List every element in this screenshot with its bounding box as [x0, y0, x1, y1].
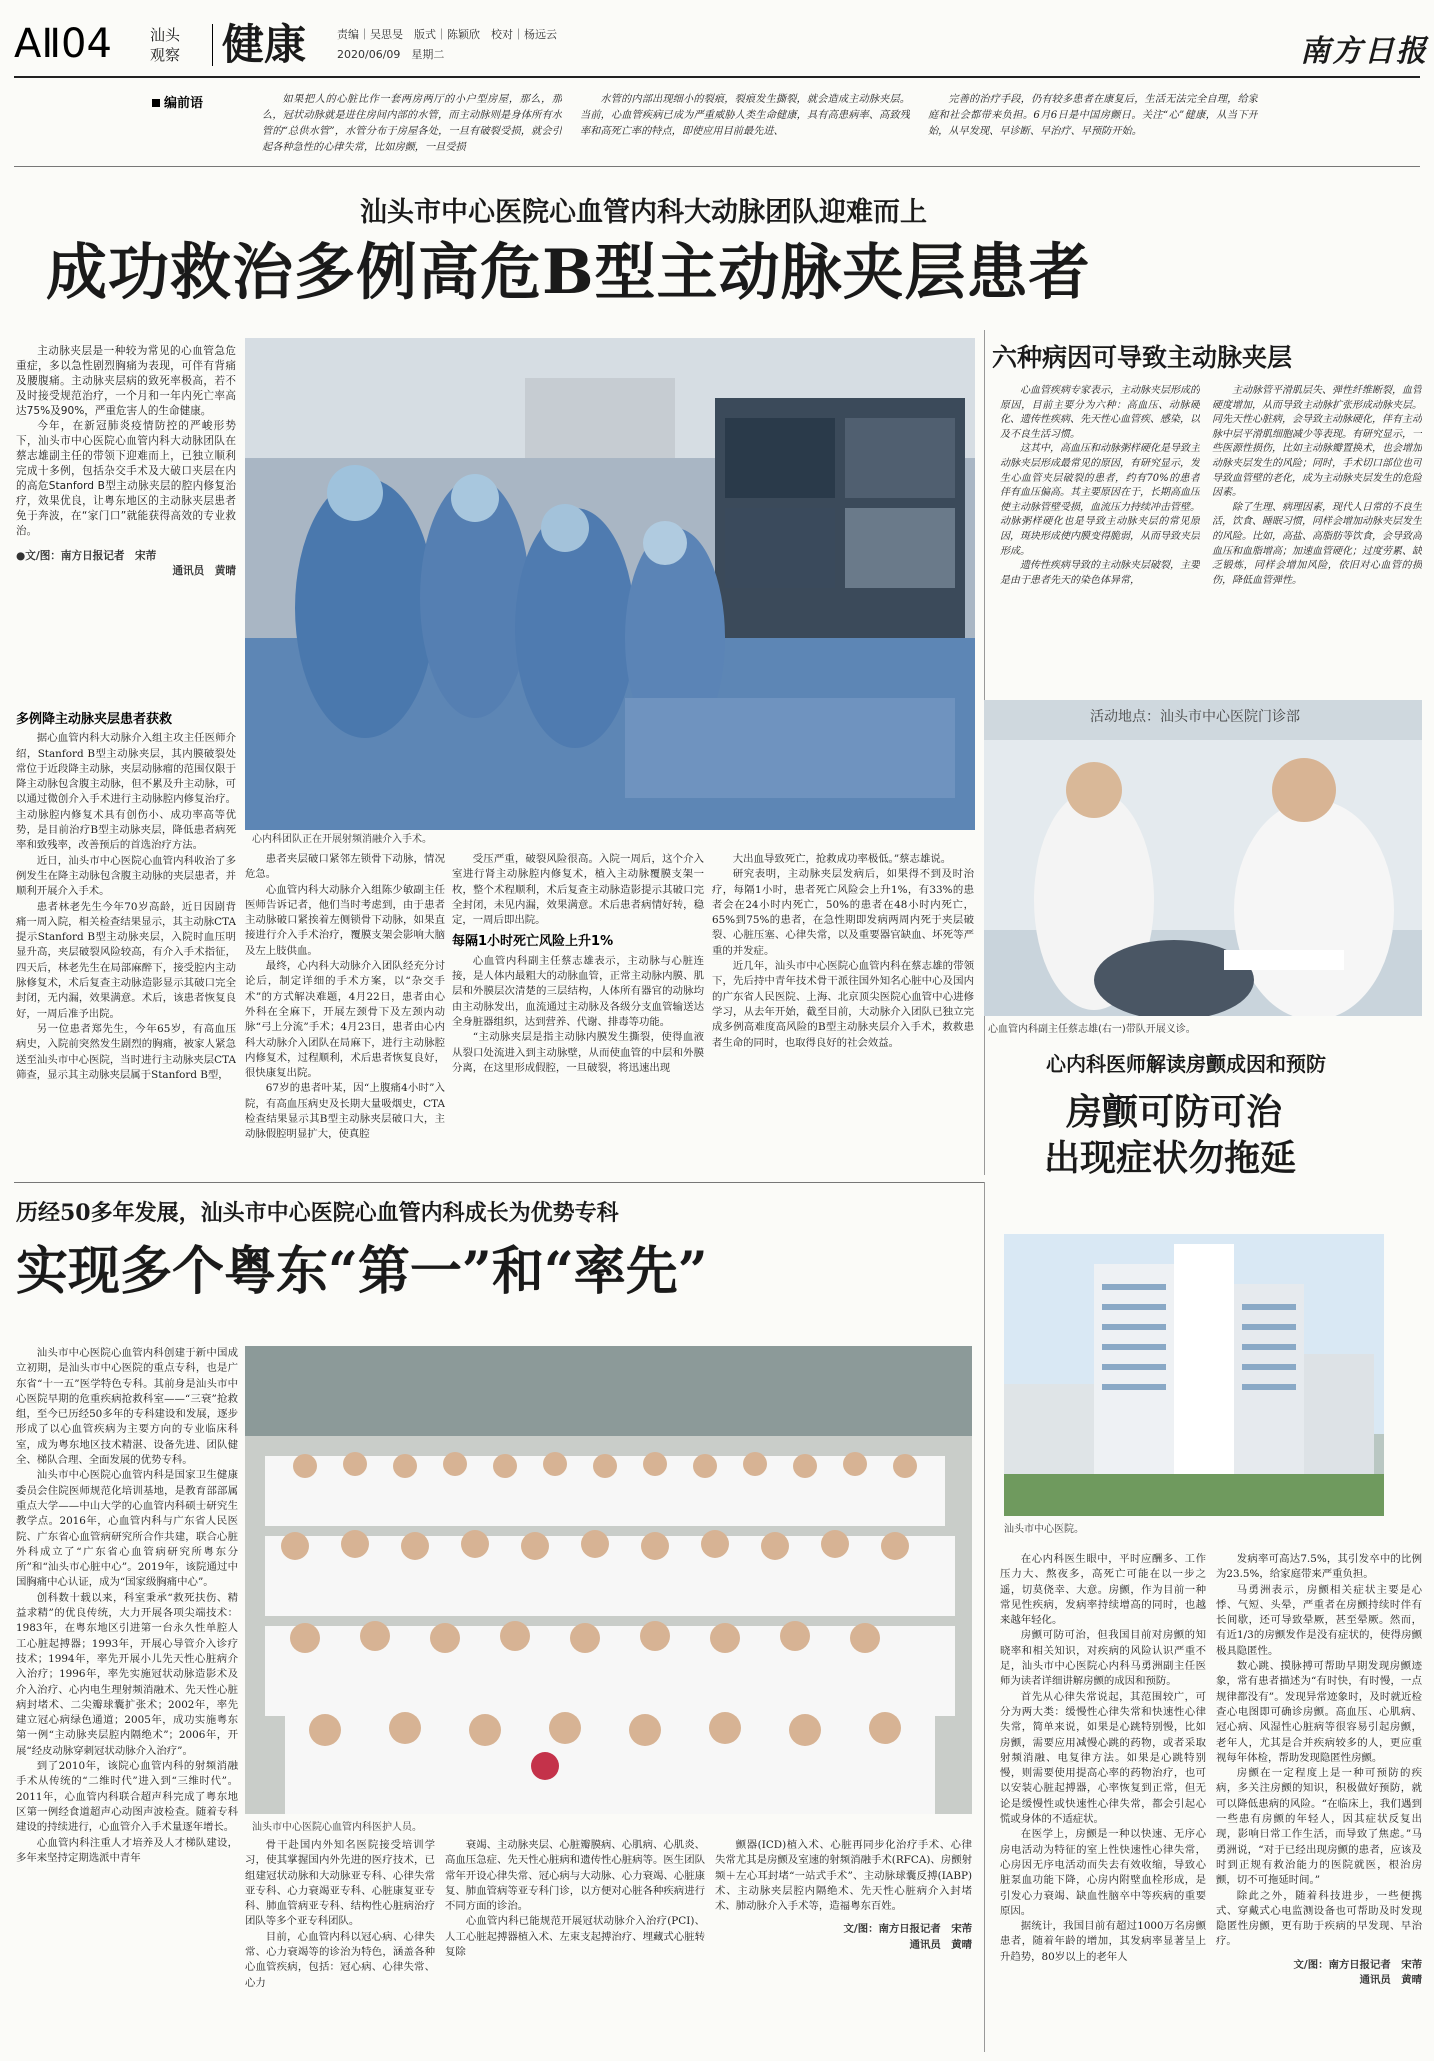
photo-free-clinic	[984, 700, 1422, 1016]
editor-note-col-3: 完善的治疗手段，仍有较多患者在康复后，生活无法完全自理，给家庭和社会都带来负担。6月6日是中国房颤日。关注“心”健康，从当下开始，从早发现、早诊断、早治疗、早预防开始。	[928, 94, 1258, 137]
story3-divider	[984, 1182, 985, 2052]
story1-photo-caption: 心内科团队正在开展射频消融介入手术。	[252, 834, 432, 845]
story2-photo-staff	[245, 1346, 972, 1814]
cathlab-illustration	[245, 338, 975, 830]
story2-col-4: 颤器(ICD)植入术、心脏再同步化治疗手术、心律失常尤其是房颤及室速的射频消融手术(RFCA)、房颤射频＋左心耳封堵“一站式手术”、主动脉球囊反搏(IABP)术、主动脉夹层腔内隔绝术、先天性心脏病介入封堵术、肺动脉介入手术等，造福粤东百姓。 文/图：南方日报记者 宋芾 通讯员 黄晴	[715, 1839, 972, 1951]
editor-note-col-1: 如果把人的心脏比作一套两房两厅的小户型房屋，那么，那么，冠状动脉就是进住房间内部的水管，而主动脉则是身体所有水管的“总供水管”，水管分布于房屋各处，一旦有破裂受损，就会引起各种急性的心律失常，比如房颤，一旦受损	[262, 94, 562, 153]
story1-col-b: 患者夹层破口紧邻左锁骨下动脉，情况危急。 心血管内科大动脉介入组陈少敏副主任医师告诉记者，他们当时考虑到，由于患者主动脉破口紧挨着左侧锁骨下动脉，如果直接进行介入手术治疗，覆膜支架会影响大脑及左上肢供血。 最终，心内科大动脉介入团队经充分讨论后，制定详细的手术方案，以“杂交手术”的方式解决难题，4月22日，患者由心外科在全麻下，开展左颈骨下及左颈内动脉“弓上分流”手术；4月23日，患者由心内科大动脉介入团队在局麻下，进行主动脉腔内修复术，过程顺利，术后患者恢复良好，很快康复出院。 67岁的患者叶某，因“上腹痛4小时”入院，有高血压病史及长期大量吸烟史，CTA检查结果显示其B型主动脉夹层破口大，主动脉假腔明显扩大，使真腔	[245, 853, 445, 1141]
section-small-1: 汕头	[150, 26, 181, 44]
photo-free-clinic-caption: 心血管内科副主任蔡志雄(右一)带队开展义诊。	[988, 1024, 1196, 1035]
story3-kicker: 心内科医师解读房颤成因和预防	[1046, 1052, 1326, 1076]
sidebar1-title: 六种病因可导致主动脉夹层	[992, 343, 1293, 372]
page-code: AⅡ04	[14, 21, 112, 67]
story1-headline: 成功救治多例高危B型主动脉夹层患者	[46, 237, 1091, 308]
story1-col-a: 多例降主动脉夹层患者获救 据心血管内科大动脉介入组主攻主任医师介绍，Stanford B型主动脉夹层，其内膜破裂处常位于近段降主动脉，夹层动脉瘤的范围仅限于降主动脉包含腹主动脉，但不累及升主动脉，可以通过微创介入手术进行主动脉腔内修复治疗。主动脉腔内修复术具有创伤小、成功率高等优势，是目前治疗B型主动脉夹层，降低患者病死率和致残率，改善预后的首选治疗方法。 近日，汕头市中心医院心血管内科收治了多例发生在降主动脉包含腹主动脉的夹层患者，并顺利开展介入手术。 患者林老先生今年70岁高龄，近日因剧背痛一周入院，相关检查结果显示，其主动脉CTA提示Stanford B型主动脉夹层，入院时血压明显升高，夹层破裂风险较高，有介入手术指征，四天后，林老先生在局部麻醉下，接受腔内主动脉修复术，术后复查主动脉造影显示其破口完全封闭，无内漏，效果满意。术后，该患者恢复良好，一周后准予出院。 另一位患者郑先生，今年65岁，有高血压病史，入院前突然发生剧烈的胸痛，被家人紧急送至汕头市中心医院，当时进行主动脉夹层CTA筛查，显示其主动脉夹层属于Stanford B型，	[16, 712, 236, 1081]
story2-col-1: 汕头市中心医院心血管内科创建于新中国成立初期，是汕头市中心医院的重点专科，也是广东省“十一五”医学特色专科。其前身是汕头市中心医院早期的危重疾病抢救科室——“三衰”抢救组，至今已历经50多年的专科建设和发展，逐步形成了以心血管疾病为主要方向的专业临床科室，成为粤东地区技术精湛、设备先进、团队健全、梯队合理、全面发展的优势专科。 汕头市中心医院心血管内科是国家卫生健康委员会住院医师规范化培训基地，是教育部部属重点大学——中山大学的心血管内科硕士研究生教学点。2016年，心血管内科与广东省人民医院、广东省心血管病研究所合作共建，联合心脏外科成立了“广东省心血管病研究所粤东分所”和“汕头市心脏中心”。2019年，该院通过中国胸痛中心认证，成为“国家级胸痛中心”。 创科数十载以来，科室秉承“救死扶伤、精益求精”的优良传统，大力开展各项尖端技术：1983年，在粤东地区引进第一台永久性单腔人工心脏起搏器；1993年，开展心导管介入诊疗技术；1994年，率先开展小儿先天性心脏病介入治疗；1996年，率先实施冠状动脉造影术及介入治疗、心内电生理射频消融术、先天性心脏病封堵术、二尖瓣球囊扩张术；2002年，率先建立冠心病绿色通道；2005年，成功实施粤东第一例“主动脉夹层腔内隔绝术”；2006年，开展“经皮动脉穿刺冠状动脉介入治疗”。 到了2010年，该院心血管内科的射频消融手术从传统的“二维时代”进入到“三维时代”。2011年，心血管内科联合超声科完成了粤东地区第一例经食道超声心动图声波检查。随着专科建设的持续进行，心血管介入手术量逐年增长。 心血管内科注重人才培养及人才梯队建设，多年来坚持定期选派中青年	[16, 1347, 238, 1864]
story2-kicker: 历经50多年发展，汕头市中心医院心血管内科成长为优势专科	[16, 1200, 619, 1226]
masthead	[0, 0, 1434, 82]
story3-col-1: 在心内科医生眼中，平时应酬多、工作压力大、熬夜多，高死亡可能在以一步之遥，切莫侥幸、大意。房颤，作为目前一种常见性疾病，发病率持续增高的同时，也越来越年轻化。 房颤可防可治，但我国目前对房颤的知晓率和相关知识，对疾病的风险认识严重不足，汕头市中心医院心内科马勇洲副主任医师为读者详细讲解房颤的成因和预防。 首先从心律失常说起，其范围较广，可分为两大类：缓慢性心律失常和快速性心律失常，简单来说，如果是心跳特别慢，比如房颤，需要应用减慢心跳的药物，或者采取射频消融、电复律方法。如果是心跳特别慢，则需要使用提高心率的药物治疗，也可以安装心脏起搏器，心率恢复到正常，但无论是缓慢性或快速性心律失常，都会引起心慌或身体的不适症状。 在医学上，房颤是一种以快速、无序心房电活动为特征的室上性快速性心律失常，心房因无序电活动而失去有效收缩，导致心脏泵血功能下降，心房内附壁血栓形成，是引发心力衰竭、缺血性脑卒中等疾病的重要原因。 据统计，我国目前有超过1000万名房颤患者，随着年龄的增加，其发病率显著呈上升趋势，80岁以上的老年人	[1000, 1553, 1206, 1963]
editor-note-label: 编前语	[152, 92, 203, 111]
rule-1	[14, 166, 1420, 167]
editors-line: 责编｜吴思旻 版式｜陈颖欣 校对｜杨远云	[337, 28, 557, 41]
story1-col-d: 大出血导致死亡，抢救成功率极低。”蔡志雄说。 研究表明，主动脉夹层发病后，如果得不到及时治疗，每隔1小时，患者死亡风险会上升1%，有33%的患者会在24小时内死亡，50%的患者在48小时内死亡，65%到75%的患者，在急性期即发病两周内死于夹层破裂、心脏压塞、心律失常，以及重要器官缺血、坏死等严重的并发症。 近几年，汕头市中心医院心血管内科在蔡志雄的带领下，先后持中青年技术骨干派往国外知名心脏中心及国内的广东省人民医院、上海、北京顶尖医院心血管中心进修学习，从去年开始，截至目前，大动脉介入团队已独立完成多例高难度高风险的B型主动脉夹层介入手术，救救患者生命的同时，也取得良好的社会效益。	[712, 853, 974, 1049]
staff-group-illustration	[245, 1346, 972, 1814]
masthead-divider	[212, 24, 213, 66]
story3-col-2: 发病率可高达7.5%，其引发卒中的比例为23.5%，给家庭带来严重负担。 马勇洲表示，房颤相关症状主要是心悸、气短、头晕，严重者在房颤持续时伴有长间歇，还可导致晕厥，甚至晕厥。然而，有近1/3的房颤发作是没有症状的，使得房颤极具隐匿性。 数心跳、摸脉搏可帮助早期发现房颤迹象，常有患者描述为“有时快，有时慢，一点规律都没有”。发现异常迹象时，及时就近检查心电图即可确诊房颤。高血压、心肌病、冠心病、风湿性心脏病等很容易引起房颤，老年人，尤其是合并疾病较多的人，更应重视每年体检，帮助发现隐匿性房颤。 房颤在一定程度上是一种可预防的疾病，多关注房颤的知识，积极做好预防，就可以降低患病的风险。“在临床上，我们遇到一些患有房颤的年轻人，因其症状反复出现，影响日常工作生活，而导致了焦虑。”马勇洲说，“对于已经出现房颤的患者，应该及时到正规有救治能力的医院就医，根治房颤，切不可拖延时间。” 除此之外，随着科技进步，一些便携式、穿戴式心电监测设备也可帮助及时发现隐匿性房颤，更有助于疾病的早发现、早治疗。 文/图：南方日报记者 宋芾 通讯员 黄晴	[1216, 1553, 1422, 1987]
story1-photo-cathlab	[245, 338, 975, 830]
rule-2	[14, 1182, 984, 1183]
sidebar1-col-1: 心血管疾病专家表示，主动脉夹层形成的原因，目前主要分为六种：高血压、动脉硬化、遗传性疾病、先天性心血管疾、感染，以及不良生活习惯。 这其中，高血压和动脉粥样硬化是导致主动脉夹层形成最常见的原因，有研究显示，发生心血管夹层破裂的患者，约有70%的患者伴有血压偏高。其主要原因在于，长期高血压使主动脉管壁受损，血流压力持续冲击管壁。动脉粥样硬化也是导致主动脉夹层的常见原因，斑块形成使内膜变得脆弱，从而导致夹层形成。 遗传性疾病导致的主动脉夹层破裂，主要是由于患者先天的染色体异常，	[1000, 385, 1200, 586]
hospital-building-illustration	[1004, 1234, 1384, 1516]
story3-photo-hospital	[1004, 1234, 1384, 1516]
story3-headline-2: 出现症状勿拖延	[1044, 1137, 1297, 1179]
free-clinic-illustration	[984, 700, 1422, 1016]
editor-note-col-2: 水管的内部出现细小的裂痕，裂痕发生撕裂，就会造成主动脉夹层。当前，心血管疾病已成为严重威胁人类生命健康，具有高患病率、高致残率和高死亡率的特点，即使应用目前最先进、	[580, 94, 910, 137]
story1-col-c: 受压严重，破裂风险很高。入院一周后，这个介入室进行肾主动脉腔内修复术，植入主动脉覆膜支架一枚，整个术程顺利，术后复查主动脉造影提示其破口完全封闭，未见内漏，效果满意。术后患者病情好转，稳定，一周后即出院。 每隔1小时死亡风险上升1% 心血管内科副主任蔡志雄表示，主动脉与心脏连接，是人体内最粗大的动脉血管，正常主动脉内膜、肌层和外膜层次清楚的三层结构，人体所有器官的动脉均由主动脉发出，血流通过主动脉及各级分支血管输送达全身脏器组织，达到营养、代谢、排毒等功能。 “主动脉夹层是指主动脉内膜发生撕裂，使得血液从裂口处流进入到主动脉壁，从而使血管的中层和外膜分离，在这里形成假腔，一旦破裂，将迅速出现	[452, 853, 704, 1074]
clinic-banner: 活动地点：汕头市中心医院门诊部	[1090, 709, 1300, 725]
square-icon	[152, 99, 160, 107]
story2-col-2: 骨干赴国内外知名医院接受培训学习，使其掌握国内外先进的医疗技术，已组建冠状动脉和大动脉亚专科、心律失常亚专科、心力衰竭亚专科、心脏康复亚专科、肺血管病亚专科、结构性心脏病治疗团队等多个亚专科团队。 目前，心血管内科以冠心病、心律失常、心力衰竭等的诊治为特色，涵盖各种心血管疾病，包括：冠心病、心律失常、心力	[245, 1839, 435, 1989]
story2-headline: 实现多个粤东“第一”和“率先”	[16, 1241, 708, 1302]
masthead-rule	[14, 76, 1420, 78]
section-small-2: 观察	[150, 46, 181, 64]
section-title: 健康	[222, 20, 307, 69]
newspaper-logo: 南方日报	[1300, 34, 1428, 69]
story2-col-3: 衰竭、主动脉夹层、心脏瓣膜病、心肌病、心肌炎、高血压急症、先天性心脏病和遗传性心脏病等。医生团队常年开设心律失常、冠心病与大动脉、心力衰竭、心脏康复、肺血管病等亚专科门诊，以方便对心脏各种疾病进行不同方面的诊治。 心血管内科已能规范开展冠状动脉介入治疗(PCI)、人工心脏起搏器植入术、左束支起搏治疗、埋藏式心脏转复除	[445, 1839, 705, 1959]
story1-kicker: 汕头市中心医院心血管内科大动脉团队迎难而上	[360, 197, 927, 228]
story3-photo-caption: 汕头市中心医院。	[1004, 1524, 1084, 1535]
sidebar1-col-2: 主动脉管平滑肌层失、弹性纤维断裂，血管硬度增加，从而导致主动脉扩张形成动脉夹层。同先天性心脏病，会导致主动脉硬化，伴有主动脉中层平滑肌细胞减少等表现。有研究显示，一些医源性损伤，比如主动脉瓣置换术，也会增加动脉夹层发生的风险；同时，手术切口部位也可导致血管壁的老化，成为主动脉夹层发生的危险因素。 除了生理、病理因素，现代人日常的不良生活，饮食、睡眠习惯，同样会增加动脉夹层发生的风险。比如，高盐、高脂肪等饮食，会导致高血压和血脂增高；加速血管硬化；过度劳累、缺乏锻炼，同样会增加风险，依旧对心血管的损伤，降低血管弹性。	[1212, 385, 1422, 586]
issue-date: 2020/06/09 星期二	[337, 48, 445, 61]
story1-lead: 主动脉夹层是一种较为常见的心血管急危重症，多以急性剧烈胸痛为表现，可伴有背痛及腰腹痛。主动脉夹层病的致死率极高，若不及时接受规范治疗，一个月和一年内死亡率高达75%及90%，严重危害人的生命健康。 今年，在新冠肺炎疫情防控的严峻形势下，汕头市中心医院心血管内科大动脉团队在蔡志雄副主任的带领下迎难而上，已独立顺利完成十多例，包括杂交手术及大破口夹层在内的高危Stanford B型主动脉夹层的腔内修复治疗，效果优良，让粤东地区的主动脉夹层患者免于奔波，在“家门口”就能获得高效的专业救治。 ●文/图：南方日报记者 宋芾 通讯员 黄晴	[16, 345, 236, 577]
story2-photo-caption: 汕头市中心医院心血管内科医护人员。	[252, 1822, 422, 1833]
editor-note	[0, 84, 1434, 164]
story3-headline-1: 房颤可防可治	[1066, 1091, 1283, 1133]
